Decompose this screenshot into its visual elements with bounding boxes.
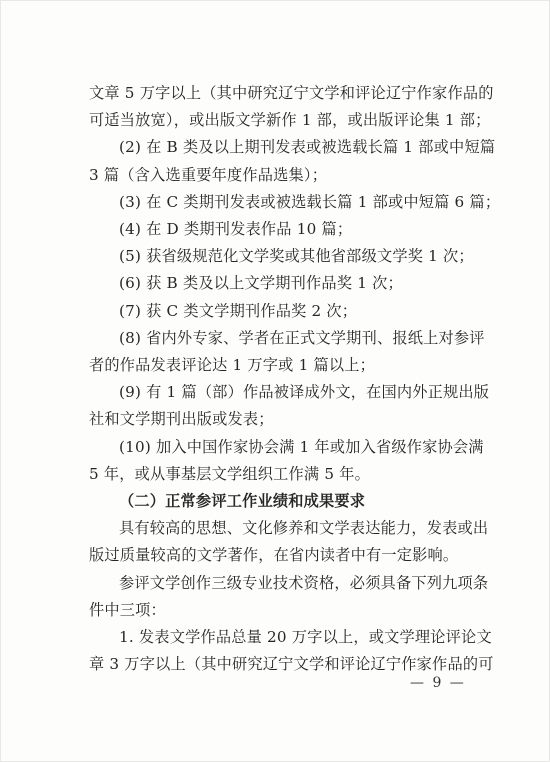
text-line: (10) 加入中国作家协会满 1 年或加入省级作家协会满 <box>119 437 484 456</box>
text-line: (3) 在 C 类期刊发表或被选载长篇 1 部或中短篇 6 篇； <box>119 192 501 211</box>
text-line: (4) 在 D 类期刊发表作品 10 篇； <box>119 220 353 239</box>
text-line: (5) 获省级规范化文学奖或其他省部级文学奖 1 次； <box>119 247 474 266</box>
text-line: (2) 在 B 类及以上期刊发表或被选载长篇 1 部或中短篇 <box>119 138 496 157</box>
body-text <box>89 80 501 678</box>
text-line: (7) 获 C 类文学期刊作品奖 2 次； <box>119 301 358 320</box>
text-line: (9) 有 1 篇（部）作品被译成外文，在国内外正规出版 <box>119 383 490 402</box>
text-line: 3 篇（含入选重要年度作品选集）； <box>89 165 328 184</box>
text-line: 参评文学创作三级专业技术资格，必须具备下列九项条 <box>119 573 489 592</box>
text-line: 社和文学期刊出版或发表； <box>89 410 274 429</box>
text-line: (6) 获 B 类及以上文学期刊作品奖 1 次； <box>119 274 403 293</box>
text-line: 版过质量较高的文学著作，在省内读者中有一定影响。 <box>89 546 459 565</box>
text-line: (8) 省内外专家、学者在正式文学期刊、报纸上对参评 <box>119 328 485 347</box>
section-heading: （二）正常参评工作业绩和成果要求 <box>119 492 366 511</box>
text-line: 1. 发表文学作品总量 20 万字以上，或文学理论评论文 <box>119 628 492 647</box>
page-number: — 9 — <box>410 675 466 691</box>
text-line: 者的作品发表评论达 1 万字或 1 篇以上； <box>89 356 376 375</box>
text-line: 件中三项： <box>89 600 166 619</box>
text-line: 文章 5 万字以上（其中研究辽宁文学和评论辽宁作家作品的 <box>89 84 494 102</box>
text-line: 章 3 万字以上（其中研究辽宁文学和评论辽宁作家作品的可 <box>89 655 494 674</box>
text-line: 具有较高的思想、文化修养和文学表达能力，发表或出 <box>119 519 489 538</box>
text-line: 5 年，或从事基层文学组织工作满 5 年。 <box>89 464 371 483</box>
text-line: 可适当放宽），或出版文学新作 1 部，或出版评论集 1 部； <box>89 111 491 130</box>
